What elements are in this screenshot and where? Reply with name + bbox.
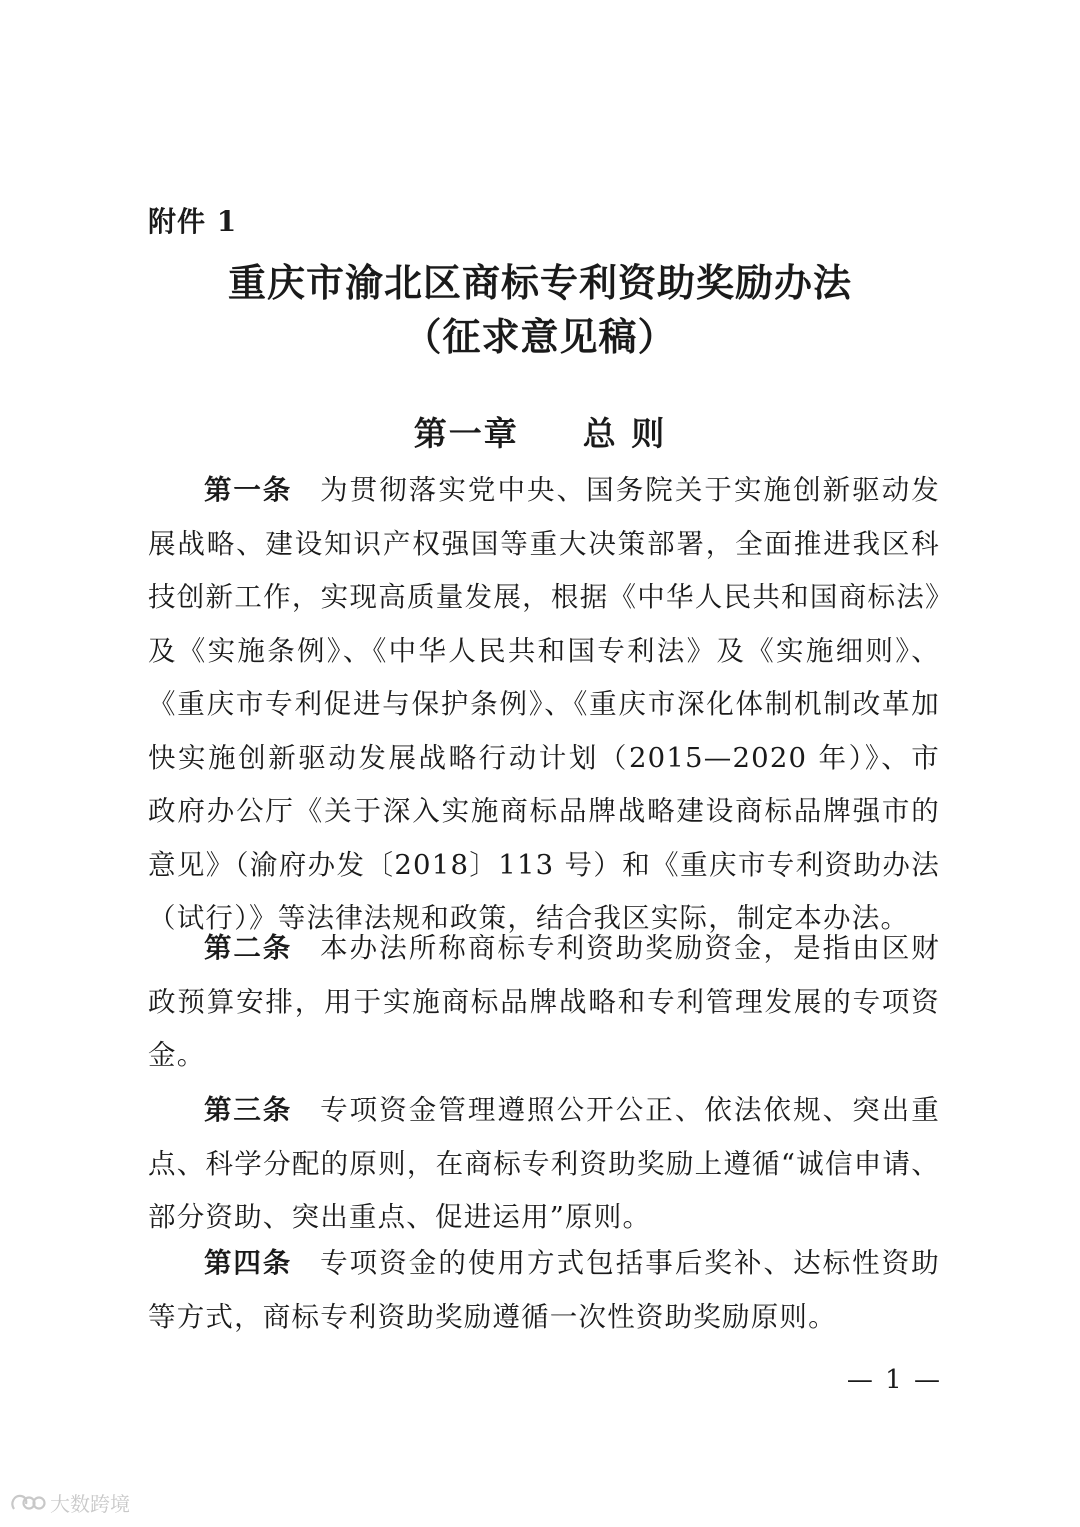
article-label: 第二条 bbox=[204, 932, 293, 964]
chapter-number: 第一章 bbox=[413, 414, 519, 453]
article-1 bbox=[148, 464, 940, 946]
page-number: — 1 — bbox=[846, 1365, 942, 1395]
article-text: 专项资金管理遵照公开公正、依法依规、突出重点、科学分配的原则，在商标专利资助奖励上遵循“诚信申请、部分资助、突出重点、促进运用”原则。 bbox=[148, 1094, 941, 1233]
chapter-heading bbox=[0, 408, 1080, 455]
watermark bbox=[8, 1488, 130, 1517]
article-2 bbox=[148, 922, 940, 1083]
watermark-text: 大数跨境 bbox=[50, 1492, 130, 1516]
article-text: 本办法所称商标专利资助奖励资金，是指由区财政预算安排，用于实施商标品牌战略和专利管理发展的专项资金。 bbox=[148, 932, 941, 1071]
watermark-logo-icon bbox=[8, 1491, 46, 1515]
article-text: 专项资金的使用方式包括事后奖补、达标性资助等方式，商标专利资助奖励遵循一次性资助奖励原则。 bbox=[148, 1247, 941, 1333]
article-label: 第一条 bbox=[204, 474, 293, 506]
article-label: 第四条 bbox=[204, 1247, 293, 1279]
article-4 bbox=[148, 1237, 940, 1344]
article-3 bbox=[148, 1084, 940, 1245]
chapter-name: 总 则 bbox=[582, 414, 667, 453]
article-label: 第三条 bbox=[204, 1094, 293, 1126]
attachment-label: 附件 1 bbox=[148, 205, 238, 238]
article-text: 为贯彻落实党中央、国务院关于实施创新驱动发展战略、建设知识产权强国等重大决策部署，全面推进我区科技创新工作，实现高质量发展，根据《中华人民共和国商标法》及《实施条例》、《中华人民共和国专利法》及《实施细则》、《重庆市专利促进与保护条例》、《重庆市深化体制机制改革加快实施创新驱动发展战略行动计划（2015—2020 年）》、市政府办公厅《关于深入实施商标品牌战略建设商标品牌强市的意见》（渝府办发〔2018〕113 号）和《重庆市专利资助办法（试行）》等法律法规和政策，结合我区实际，制定本办法。 bbox=[148, 474, 941, 934]
document-title: 重庆市渝北区商标专利资助奖励办法 bbox=[227, 260, 852, 305]
document-subtitle: （征求意见稿） bbox=[403, 314, 677, 359]
